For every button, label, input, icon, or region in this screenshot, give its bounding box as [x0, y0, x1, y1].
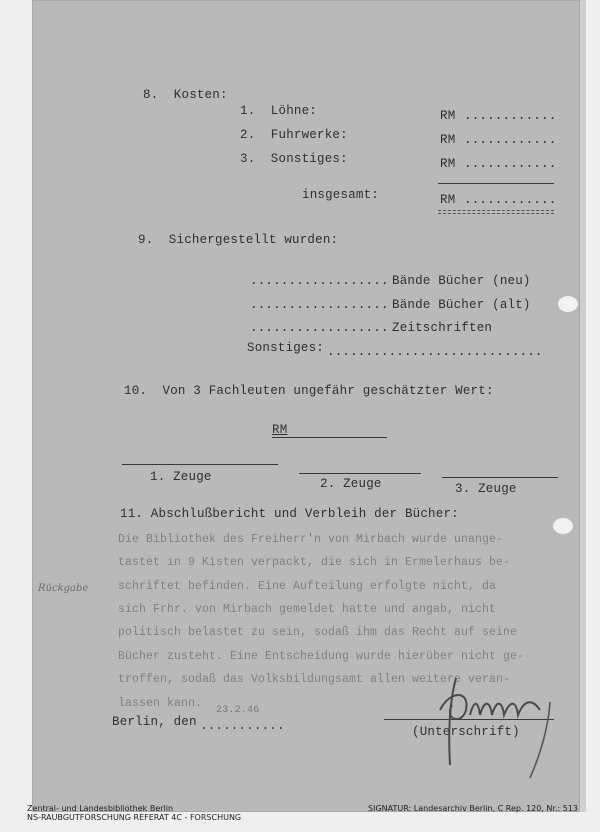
total-double-rule — [438, 210, 554, 214]
cost-item-transport: 2. Fuhrwerke: — [240, 128, 348, 142]
punch-hole-top — [558, 296, 578, 312]
sum-rule — [438, 183, 554, 184]
witness2-signature-line[interactable] — [299, 473, 421, 474]
report-line: Die Bibliothek des Freiherr'n von Mirbach wurde unange- — [118, 532, 504, 546]
cost-currency: RM — [440, 157, 456, 171]
date-value: 23.2.46 — [216, 705, 260, 716]
other-label: Sonstiges: — [247, 341, 325, 355]
item-label-old-books: Bände Bücher (alt) — [392, 298, 531, 312]
cost-currency: RM — [440, 133, 456, 147]
place-label: Berlin, den — [112, 715, 197, 729]
witness2-label: 2. Zeuge — [320, 477, 382, 491]
date-field[interactable]: ........... — [200, 719, 285, 733]
footer-line1: Zentral- und Landesbibliothek Berlin — [27, 804, 174, 813]
report-line: troffen, sodaß das Volksbildungsamt allen weitere veran- — [118, 673, 511, 687]
cost-value-field[interactable]: ............ — [464, 109, 557, 123]
witness3-label: 3. Zeuge — [455, 482, 517, 496]
cost-item-other: 3. Sonstiges: — [240, 152, 348, 166]
report-line: sich Frhr. von Mirbach gemeldet hatte und angab, nicht — [118, 602, 497, 616]
value-field-line[interactable] — [272, 437, 387, 438]
footer-institution — [27, 804, 241, 822]
signature-label: (Unterschrift) — [412, 725, 520, 739]
witness3-signature-line[interactable] — [442, 477, 558, 478]
total-label: insgesamt: — [302, 188, 380, 202]
report-line: politisch belastet zu sein, sodaß ihm das Recht auf seine — [118, 626, 518, 640]
footer-line2: NS-RAUBGUTFORSCHUNG REFERAT 4C - FORSCHUNG — [27, 813, 242, 822]
total-value-field[interactable]: ............ — [464, 193, 557, 207]
footer-signature-ref: SIGNATUR: Landesarchiv Berlin, C Rep. 120, Nr.: 513 — [368, 804, 579, 813]
cost-currency: RM — [440, 109, 456, 123]
witness1-label: 1. Zeuge — [150, 470, 212, 484]
section10-heading: 10. Von 3 Fachleuten ungefähr geschätzter Wert: — [124, 384, 494, 398]
section8-heading: 8. Kosten: — [143, 88, 228, 102]
item-label-new-books: Bände Bücher (neu) — [392, 274, 531, 288]
report-line: schriftet befinden. Eine Aufteilung erfolgte nicht, da — [118, 579, 497, 593]
cost-value-field[interactable]: ............ — [464, 133, 557, 147]
handwritten-margin-note: Rückgabe — [38, 583, 89, 594]
report-line: lassen kann. — [118, 696, 203, 710]
section9-heading: 9. Sichergestellt wurden: — [138, 233, 339, 247]
count-field[interactable]: .................. — [250, 274, 389, 288]
section11-heading: 11. Abschlußbericht und Verbleih der Bücher: — [120, 507, 459, 521]
count-field[interactable]: .................. — [250, 298, 389, 312]
handwritten-signature-icon — [400, 670, 560, 780]
cost-item-wages: 1. Löhne: — [240, 104, 318, 118]
item-label-periodicals: Zeitschriften — [392, 321, 493, 335]
report-line: tastet in 9 Kisten verpackt, die sich in Ermelerhaus be- — [118, 556, 511, 570]
value-currency: RM — [272, 423, 288, 437]
count-field[interactable]: .................. — [250, 321, 389, 335]
witness1-signature-line[interactable] — [122, 464, 278, 465]
other-field[interactable]: ............................ — [327, 345, 543, 359]
cost-value-field[interactable]: ............ — [464, 157, 557, 171]
total-currency: RM — [440, 193, 456, 207]
report-line: Bücher zusteht. Eine Entscheidung wurde hierüber nicht ge- — [118, 649, 525, 663]
page-edge — [580, 0, 586, 812]
